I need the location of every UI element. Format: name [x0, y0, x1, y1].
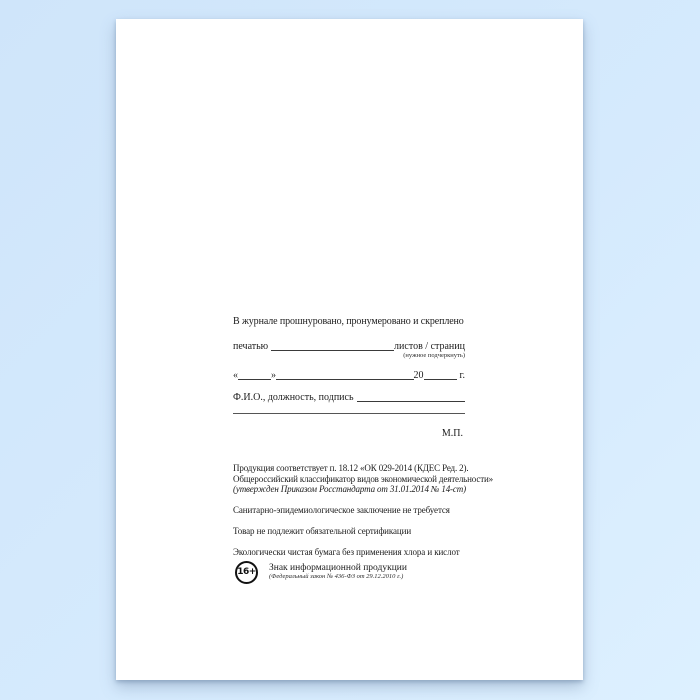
- quote-close: »: [271, 370, 276, 381]
- fio-label: Ф.И.О., должность, подпись: [233, 392, 354, 403]
- seal-line: [233, 341, 465, 352]
- seal-label: печатью: [233, 341, 269, 352]
- blank-line-sheets-count: [271, 341, 394, 351]
- age-mark-title: Знак информационной продукции: [269, 563, 407, 573]
- blank-line-day: [238, 370, 271, 380]
- sanitary-statement: Санитарно-эпидемиологическое заключение не требуется: [233, 504, 450, 515]
- fio-line: [233, 392, 465, 403]
- compliance-paragraph: [233, 463, 493, 495]
- age-mark-row: [233, 561, 465, 584]
- blank-line-month: [276, 370, 414, 380]
- certification-statement: Товар не подлежит обязательной сертификации: [233, 525, 412, 536]
- age-mark-law-note: (Федеральный закон № 436-ФЗ от 29.12.2010 г.): [269, 573, 404, 580]
- year-prefix: 20: [413, 370, 424, 381]
- stitch-statement: В журнале прошнуровано, пронумеровано и скреплено: [233, 316, 464, 327]
- compliance-line-2: Общероссийский классификатор видов экономической деятельности»: [233, 473, 493, 484]
- age-mark-text: [269, 563, 407, 581]
- journal-back-page: [116, 19, 583, 680]
- sheets-pages-label: листов / страниц: [394, 341, 465, 352]
- seal-place-abbr: М.П.: [441, 428, 463, 439]
- quote-open: «: [233, 370, 238, 381]
- blank-line-year: [424, 370, 457, 380]
- date-line: [233, 370, 465, 381]
- blank-line-fio: [357, 392, 465, 402]
- eco-paper-statement: Экологически чистая бумага без применения хлора и кислот: [233, 546, 460, 557]
- year-suffix: г.: [459, 370, 465, 381]
- blank-line-continuation: [233, 413, 465, 414]
- certification-text-block: [233, 316, 493, 584]
- age-16-plus-icon: 16+: [235, 561, 258, 584]
- compliance-line-3: (утвержден Приказом Росстандарта от 31.01.2014 № 14-ст): [233, 484, 466, 494]
- underline-note: (нужное подчеркнуть): [403, 352, 465, 359]
- compliance-line-1: Продукция соответствует п. 18.12 «ОК 029-2014 (КДЕС Ред. 2).: [233, 463, 469, 473]
